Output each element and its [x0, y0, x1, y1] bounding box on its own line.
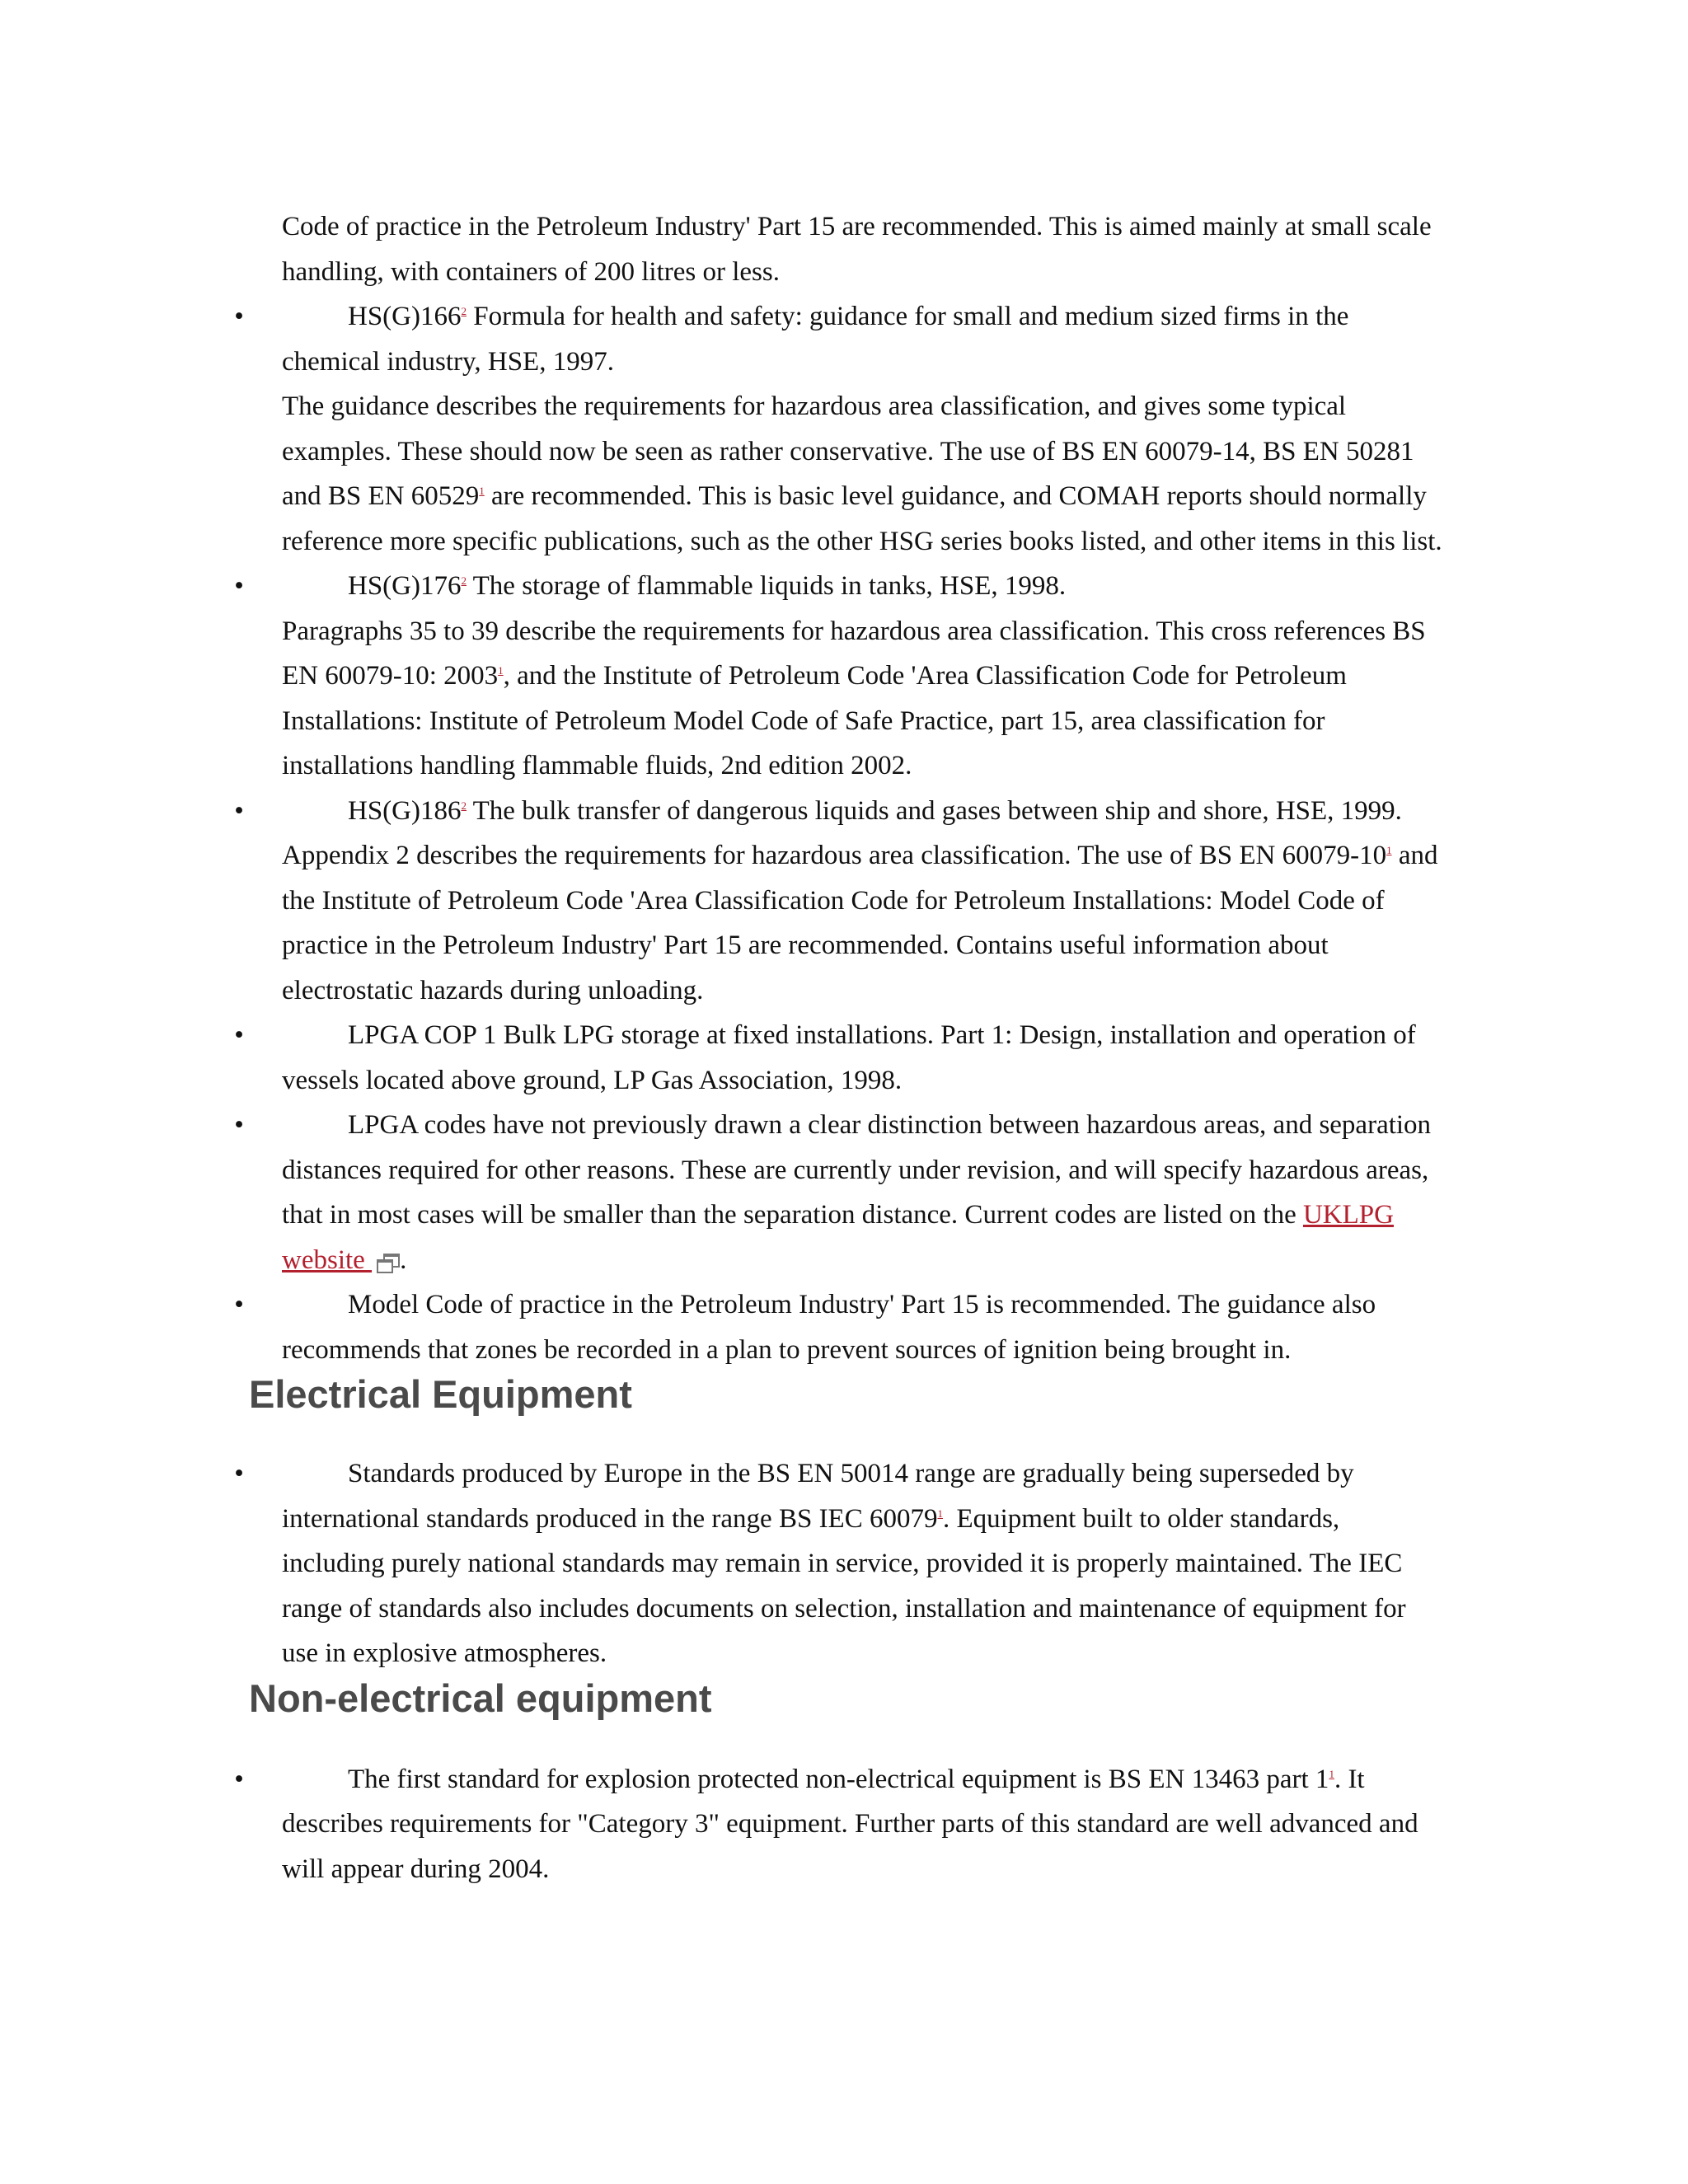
paragraph-hsg186-notes: Appendix 2 describes the requirements for hazardous area classification. The use of BS EN $60079-10^1$ and the Institute of Petroleum Code 'Area Classification Code for Petroleum Installations: Model Code of practice in the Petroleum Industry' Part 15 are recommended. Contains useful information about electrostatic hazards during unloading. — [282, 841, 1438, 1005]
bullet-icon: • — [234, 795, 244, 826]
bullet-icon: • — [234, 1110, 244, 1140]
list-item-hsg166: • $HS(G)166^2$ Formula for health and safety: guidance for small and medium sized firms in the chemical industry, HSE, 1997. — [282, 294, 1444, 384]
footnote-link[interactable]: 2 — [461, 799, 467, 812]
footnote-link[interactable]: 1 — [1386, 844, 1392, 856]
paragraph-hsg166-notes: The guidance describes the requirements for hazardous area classification, and gives some typical examples. These should now be seen as rather conservative. The use of BS EN 60079-14, BS EN 50281 and BS EN 60529$^1$ are recommended. This is basic level guidance, and COMAH reports should normally reference more specific publications, such as the other HSG series books listed, and other items in this list. — [282, 391, 1442, 556]
uklpg-website-link[interactable]: UKLPG website — [282, 1200, 1394, 1275]
footnote-link[interactable]: 2 — [461, 305, 467, 317]
bullet-icon: • — [234, 1290, 244, 1319]
heading-electrical-equipment: Electrical Equipment — [249, 1372, 632, 1416]
document-body — [0, 204, 1688, 1891]
footnote-link[interactable]: 1 — [1329, 1767, 1334, 1780]
list-item-lpga-cop1: • LPGA COP 1 Bulk LPG storage at fixed installations. Part 1: Design, installation and operation of vessels located above ground, LP Gas Association, 1998. — [282, 1013, 1444, 1103]
list-item-bs-en-13463: • The first standard for explosion protected non-electrical equipment is BS EN 13463 part $1^1$. It describes requirements for "Category 3" equipment. Further parts of this standard are well advanced and will appear during 2004. — [282, 1757, 1444, 1892]
list-item-model-code: • Model Code of practice in the Petroleum Industry' Part 15 is recommended. The guidance also recommends that zones be recorded in a plan to prevent sources of ignition being brought in. — [282, 1282, 1444, 1372]
bullet-icon: • — [234, 1020, 244, 1050]
bullet-icon: • — [234, 1459, 244, 1488]
bullet-icon: • — [234, 1764, 244, 1794]
list-item-bs-en-50014: • Standards produced by Europe in the BS EN 50014 range are gradually being superseded by international standards produced in the range BS IEC 60079$^1$. Equipment built to older standards, including purely national standards may remain in service, provided it is properly maintained. The IEC range of standards also includes documents on selection, installation and maintenance of equipment for use in explosive atmospheres. — [282, 1451, 1444, 1676]
bullet-icon: • — [234, 302, 244, 331]
bullet-icon: • — [234, 571, 244, 601]
footnote-link[interactable]: 2 — [461, 574, 467, 587]
external-link-icon — [377, 1254, 400, 1270]
heading-non-electrical-equipment: Non-electrical equipment — [249, 1675, 712, 1720]
list-item-lpga-codes: • LPGA codes have not previously drawn a clear distinction between hazardous areas, and separation distances required for other reasons. These are currently under revision, and will specify hazardous areas, that in most cases will be smaller than the separation distance. Current codes are listed on the UKLPG website . — [282, 1103, 1444, 1282]
paragraph-continuation: Code of practice in the Petroleum Industry' Part 15 are recommended. This is aimed mainly at small scale handling, with containers of 200 litres or less. — [282, 212, 1432, 287]
footnote-link[interactable]: 1 — [498, 664, 504, 677]
list-item-hsg176: • $HS(G)176^2$ The storage of flammable liquids in tanks, HSE, 1998. — [282, 564, 1444, 609]
paragraph-hsg176-notes: Paragraphs 35 to 39 describe the requirements for hazardous area classification. This cross references BS EN 60079-10: 2003$^1$, and the Institute of Petroleum Code 'Area Classification Code for Petroleum Installations: Institute of Petroleum Model Code of Safe Practice, part 15, area classification for installations handling flammable fluids, 2nd edition 2002. — [282, 616, 1426, 780]
footnote-link[interactable]: 1 — [937, 1507, 943, 1520]
list-item-hsg186: • $HS(G)186^2$ The bulk transfer of dangerous liquids and gases between ship and shore, HSE, 1999. — [282, 789, 1444, 834]
footnote-link[interactable]: 1 — [479, 485, 485, 497]
